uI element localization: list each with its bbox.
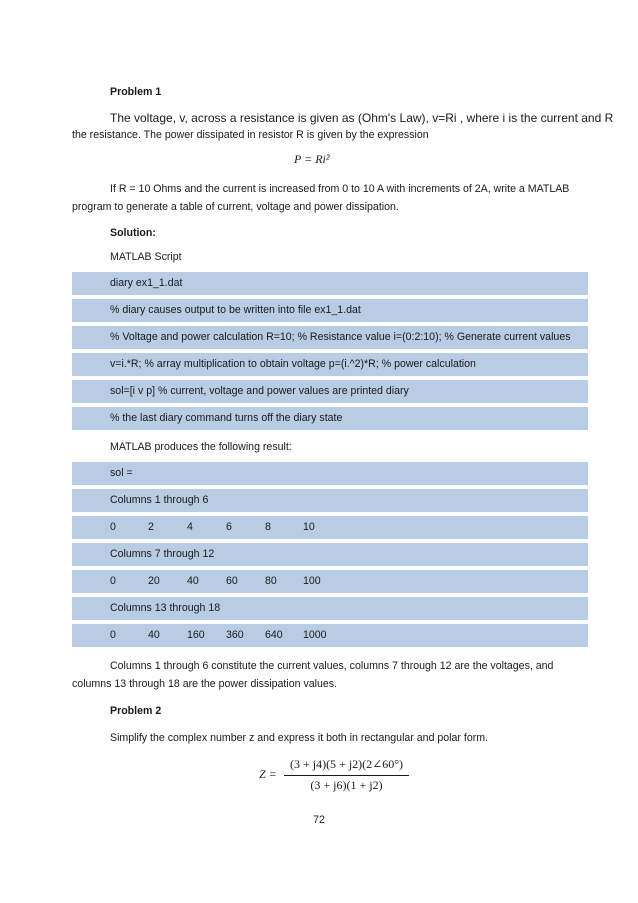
output-group-heading: Columns 1 through 6 (72, 489, 588, 513)
script-line: sol=[i v p] % current, voltage and power values are printed diary (72, 380, 588, 404)
equation-numerator: (3 + j4)(5 + j2)(2∠60°) (289, 757, 404, 771)
problem1-task-line1: If R = 10 Ohms and the current is increased from 0 to 10 A with increments of 2A, write a MATLAB (110, 183, 570, 195)
script-line: % the last diary command turns off the diary state (72, 407, 588, 431)
output-value: 8 (265, 521, 271, 533)
output-sol-line: sol = (72, 462, 588, 486)
output-value: 4 (187, 521, 193, 533)
result-label: MATLAB produces the following result: (110, 441, 292, 453)
output-value: 0 (110, 629, 116, 641)
output-value: 0 (110, 521, 116, 533)
output-group-heading: Columns 7 through 12 (72, 543, 588, 567)
output-value: 640 (265, 629, 283, 641)
script-line: diary ex1_1.dat (72, 272, 588, 296)
problem1-task-line2: program to generate a table of current, voltage and power dissipation. (72, 201, 399, 213)
output-value: 0 (110, 575, 116, 587)
output-value: 6 (226, 521, 232, 533)
output-value: 1000 (303, 629, 327, 641)
output-value: 20 (148, 575, 160, 587)
power-formula: P = Ri² (294, 152, 330, 166)
page-number: 72 (313, 814, 325, 826)
output-values-row (72, 516, 588, 540)
output-value: 80 (265, 575, 277, 587)
output-value: 360 (226, 629, 244, 641)
problem1-heading: Problem 1 (110, 86, 162, 98)
output-value: 160 (187, 629, 205, 641)
output-value: 40 (148, 629, 160, 641)
script-label: MATLAB Script (110, 251, 182, 263)
equation-lhs: Z = (259, 767, 277, 781)
problem2-heading: Problem 2 (110, 705, 162, 717)
conclusion-line2: columns 13 through 18 are the power dissipation values. (72, 678, 338, 690)
script-line: v=i.*R; % array multiplication to obtain voltage p=(i.^2)*R; % power calculation (72, 353, 588, 377)
output-value: 60 (226, 575, 238, 587)
script-line: % Voltage and power calculation R=10; % Resistance value i=(0:2:10); % Generate current values (72, 326, 588, 350)
problem1-intro-line1: The voltage, v, across a resistance is given as (Ohm's Law), v=Ri , where i is the current and R (110, 111, 614, 125)
problem2-statement: Simplify the complex number z and express it both in rectangular and polar form. (110, 732, 489, 744)
output-value: 40 (187, 575, 199, 587)
output-value: 10 (303, 521, 315, 533)
output-values-row (72, 624, 588, 648)
output-group-heading: Columns 13 through 18 (72, 597, 588, 621)
conclusion-line1: Columns 1 through 6 constitute the current values, columns 7 through 12 are the voltages, and (110, 660, 554, 672)
solution-label: Solution: (110, 227, 156, 239)
fraction-bar (284, 775, 409, 776)
problem1-intro-line2: the resistance. The power dissipated in resistor R is given by the expression (72, 129, 429, 141)
output-value: 100 (303, 575, 321, 587)
equation-denominator: (3 + j6)(1 + j2) (310, 778, 383, 792)
output-value: 2 (148, 521, 154, 533)
script-line: % diary causes output to be written into file ex1_1.dat (72, 299, 588, 323)
output-values-row (72, 570, 588, 594)
